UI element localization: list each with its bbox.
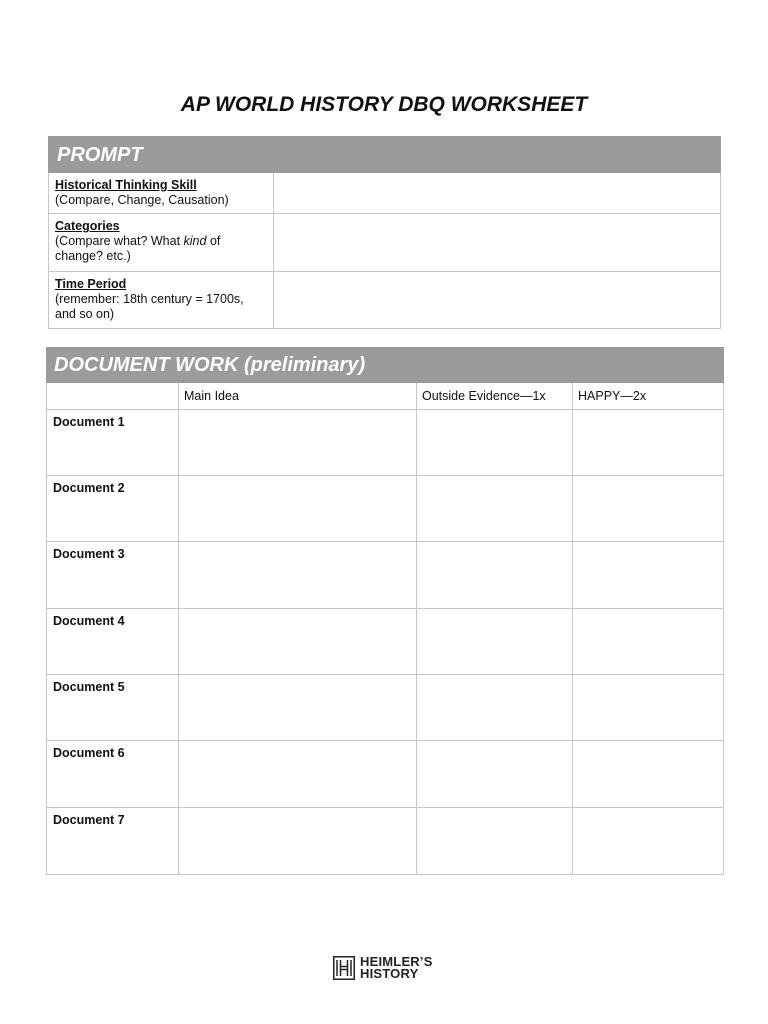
main-idea-cell: [179, 476, 417, 542]
happy-cell: [573, 542, 724, 609]
worksheet-title: AP WORLD HISTORY DBQ WORKSHEET: [180, 93, 588, 116]
time-period-hint: (remember: 18th century = 1700s, and so on): [55, 292, 244, 321]
document-row: [47, 675, 724, 741]
time-period-answer-cell: [274, 272, 721, 329]
main-idea-cell: [179, 741, 417, 808]
document-work-table: [46, 347, 724, 875]
column-header-happy: HAPPY—2x: [573, 383, 724, 410]
heimlers-history-logo-icon: [333, 956, 355, 980]
main-idea-cell: [179, 410, 417, 476]
prompt-row-time-period: [49, 272, 721, 329]
happy-cell: [573, 410, 724, 476]
document-row: [47, 476, 724, 542]
document-row: [47, 410, 724, 476]
outside-evidence-cell: [417, 609, 573, 675]
column-header-outside-evidence: Outside Evidence—1x: [417, 383, 573, 410]
document-label: Document 1: [47, 410, 179, 476]
skill-hint: (Compare, Change, Causation): [55, 193, 229, 207]
happy-cell: [573, 808, 724, 875]
document-row: [47, 542, 724, 609]
logo-line-1: HEIMLER’S: [360, 954, 433, 969]
document-work-header: DOCUMENT WORK (preliminary): [47, 348, 724, 383]
skill-answer-cell: [274, 173, 721, 214]
column-header-blank: [47, 383, 179, 410]
categories-hint-before: (Compare what? What: [55, 234, 184, 248]
prompt-header: PROMPT: [49, 137, 721, 173]
categories-answer-cell: [274, 214, 721, 272]
happy-cell: [573, 675, 724, 741]
document-row: [47, 609, 724, 675]
outside-evidence-cell: [417, 741, 573, 808]
document-row: [47, 741, 724, 808]
outside-evidence-cell: [417, 476, 573, 542]
outside-evidence-cell: [417, 808, 573, 875]
document-label: Document 3: [47, 542, 179, 609]
outside-evidence-cell: [417, 410, 573, 476]
categories-hint-emphasis: kind: [183, 234, 207, 248]
heimlers-history-logo: [333, 955, 433, 981]
column-header-main-idea: Main Idea: [179, 383, 417, 410]
main-idea-cell: [179, 542, 417, 609]
happy-cell: [573, 741, 724, 808]
logo-wordmark: [360, 956, 433, 980]
skill-label-cell: [49, 173, 274, 214]
categories-hint-after: of change? etc.): [55, 234, 221, 263]
document-label: Document 5: [47, 675, 179, 741]
prompt-row-categories: [49, 214, 721, 272]
happy-cell: [573, 476, 724, 542]
main-idea-cell: [179, 609, 417, 675]
categories-label: Categories: [55, 219, 120, 233]
logo-line-2: HISTORY: [360, 966, 419, 981]
time-period-label-cell: [49, 272, 274, 329]
document-label: Document 2: [47, 476, 179, 542]
outside-evidence-cell: [417, 542, 573, 609]
document-label: Document 6: [47, 741, 179, 808]
column-header-row: [47, 383, 724, 410]
time-period-label: Time Period: [55, 277, 127, 291]
skill-label: Historical Thinking Skill: [55, 178, 197, 192]
categories-hint: [55, 234, 220, 263]
document-label: Document 4: [47, 609, 179, 675]
document-row: [47, 808, 724, 875]
prompt-table: [48, 136, 721, 329]
main-idea-cell: [179, 808, 417, 875]
outside-evidence-cell: [417, 675, 573, 741]
categories-label-cell: [49, 214, 274, 272]
main-idea-cell: [179, 675, 417, 741]
prompt-row-skill: [49, 173, 721, 214]
happy-cell: [573, 609, 724, 675]
document-label: Document 7: [47, 808, 179, 875]
